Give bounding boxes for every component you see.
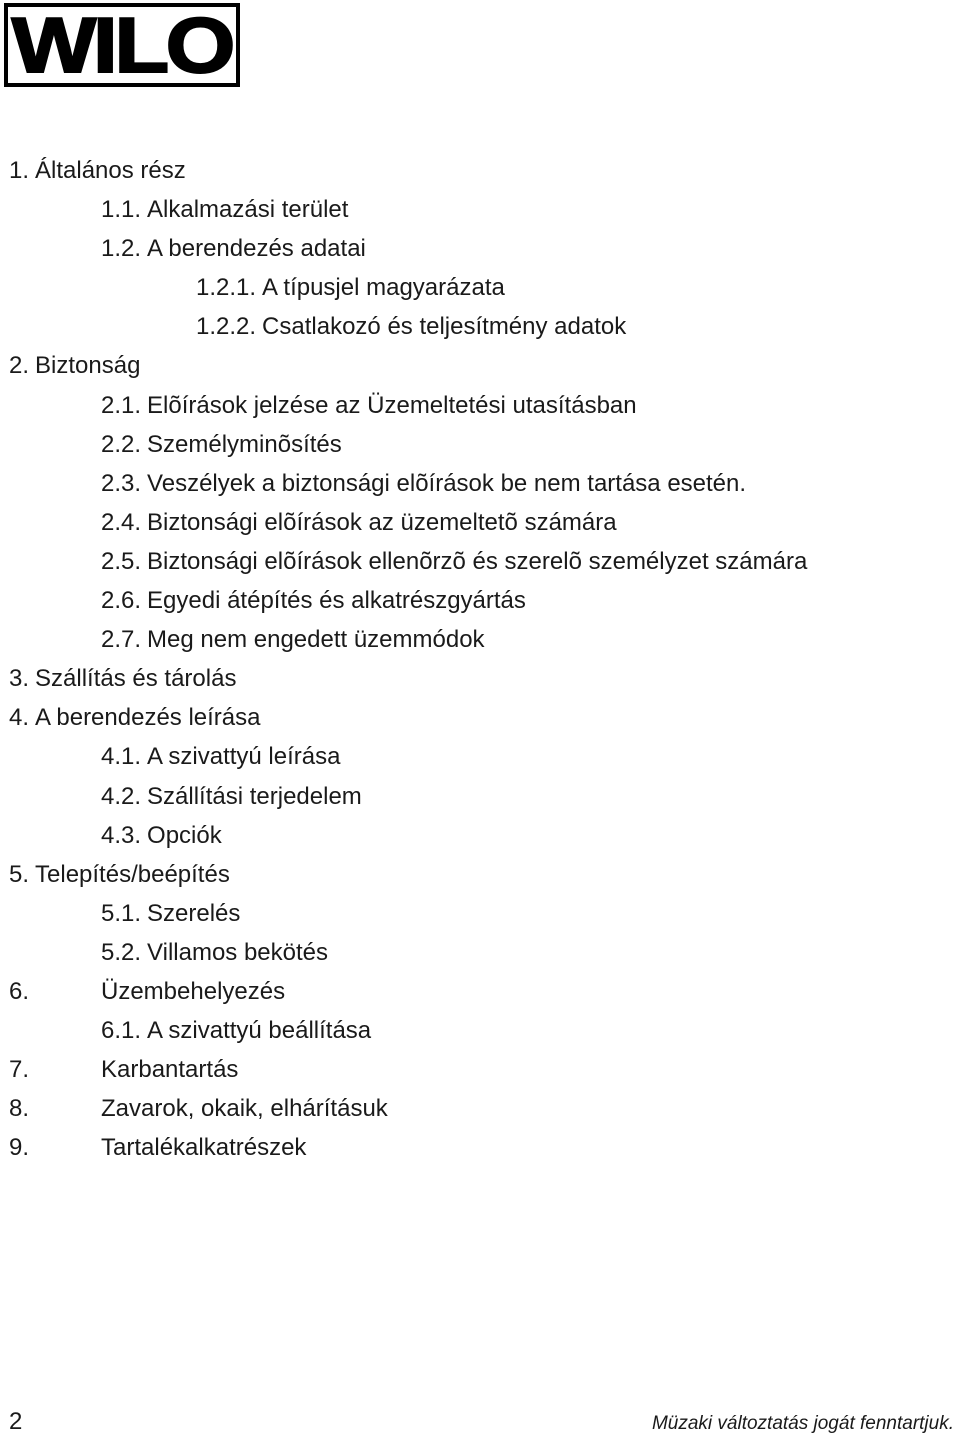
- table-of-contents: [0, 151, 960, 1167]
- toc-entry-number: 2.7.: [101, 626, 142, 654]
- toc-entry-title: Szállítás és tárolás: [35, 665, 237, 693]
- toc-entry-title: Alkalmazási terület: [147, 196, 349, 224]
- toc-entry: [0, 1050, 960, 1089]
- toc-entry-title: Tartalékalkatrészek: [101, 1134, 307, 1162]
- toc-entry: [0, 1128, 960, 1167]
- toc-entry-title: Üzembehelyezés: [101, 977, 286, 1005]
- toc-entry-number: 2.5.: [101, 547, 142, 575]
- toc-entry-number: 1.2.1.: [196, 274, 257, 302]
- toc-entry-number: 1.2.2.: [196, 313, 257, 341]
- toc-entry-number: 9.: [9, 1134, 30, 1162]
- toc-entry: [0, 855, 960, 894]
- toc-entry-number: 4.1.: [101, 743, 142, 771]
- toc-entry: [0, 620, 960, 659]
- toc-entry-number: 4.2.: [101, 782, 142, 810]
- toc-entry-title: Szállítási terjedelem: [147, 782, 362, 810]
- toc-entry-title: Karbantartás: [101, 1056, 239, 1084]
- toc-entry-number: 2.3.: [101, 469, 142, 497]
- toc-entry-title: A berendezés leírása: [35, 704, 261, 732]
- toc-entry-title: Telepítés/beépítés: [35, 860, 230, 888]
- toc-entry-title: Veszélyek a biztonsági elõírások be nem tartása esetén.: [147, 469, 747, 497]
- toc-entry-number: 2.4.: [101, 508, 142, 536]
- wilo-logo: [4, 3, 240, 87]
- toc-entry-number: 1.1.: [101, 196, 142, 224]
- toc-entry: [0, 1011, 960, 1050]
- toc-entry-number: 6.1.: [101, 1017, 142, 1045]
- toc-entry-title: A szivattyú beállítása: [147, 1017, 372, 1045]
- toc-entry-number: 4.3.: [101, 821, 142, 849]
- toc-entry-title: Egyedi átépítés és alkatrészgyártás: [147, 587, 526, 615]
- toc-entry-number: 5.1.: [101, 899, 142, 927]
- toc-entry-title: Elõírások jelzése az Üzemeltetési utasításban: [147, 391, 637, 419]
- toc-entry-title: Biztonsági elõírások az üzemeltetõ számára: [147, 508, 617, 536]
- toc-entry-number: 3.: [9, 665, 30, 693]
- toc-entry-title: Személyminõsítés: [147, 430, 342, 458]
- toc-entry-number: 7.: [9, 1056, 30, 1084]
- toc-entry-title: A berendezés adatai: [147, 235, 366, 263]
- toc-entry: [0, 581, 960, 620]
- toc-entry-number: 2.6.: [101, 587, 142, 615]
- toc-entry: [0, 933, 960, 972]
- toc-entry: [0, 425, 960, 464]
- toc-entry: [0, 777, 960, 816]
- toc-entry: [0, 737, 960, 776]
- toc-entry-number: 8.: [9, 1095, 30, 1123]
- toc-entry-title: Opciók: [147, 821, 222, 849]
- toc-entry-number: 2.1.: [101, 391, 142, 419]
- toc-entry-title: Csatlakozó és teljesítmény adatok: [262, 313, 627, 341]
- toc-entry: [0, 698, 960, 737]
- page-number: 2: [9, 1408, 23, 1435]
- toc-entry-title: Zavarok, okaik, elhárításuk: [101, 1095, 388, 1123]
- toc-entry-title: Biztonsági elõírások ellenõrzõ és szerelõ személyzet számára: [147, 547, 808, 575]
- toc-entry: [0, 190, 960, 229]
- toc-entry: [0, 386, 960, 425]
- toc-entry-number: 2.: [9, 352, 30, 380]
- toc-entry: [0, 229, 960, 268]
- footer-note: Müzaki változtatás jogát fenntartjuk.: [651, 1413, 954, 1434]
- toc-entry-title: Általános rész: [35, 157, 186, 184]
- toc-entry-number: 6.: [9, 977, 30, 1005]
- toc-entry-number: 1.2.: [101, 235, 142, 263]
- toc-entry-number: 1.: [9, 157, 30, 184]
- toc-entry: [0, 151, 960, 190]
- toc-entry: [0, 1089, 960, 1128]
- toc-entry-number: 5.2.: [101, 938, 142, 966]
- toc-entry-number: 5.: [9, 860, 30, 888]
- toc-entry: [0, 346, 960, 385]
- toc-entry: [0, 659, 960, 698]
- toc-entry-number: 2.2.: [101, 430, 142, 458]
- toc-entry: [0, 268, 960, 307]
- toc-entry-title: A típusjel magyarázata: [262, 274, 505, 302]
- toc-entry-number: 4.: [9, 704, 30, 732]
- toc-entry: [0, 894, 960, 933]
- toc-entry-title: Szerelés: [147, 899, 241, 927]
- toc-entry-title: Meg nem engedett üzemmódok: [147, 626, 485, 654]
- toc-entry: [0, 542, 960, 581]
- toc-entry-title: A szivattyú leírása: [147, 743, 341, 771]
- toc-entry: [0, 307, 960, 346]
- toc-entry: [0, 816, 960, 855]
- toc-entry: [0, 503, 960, 542]
- toc-entry-title: Biztonság: [35, 352, 141, 380]
- toc-entry: [0, 972, 960, 1011]
- toc-entry-title: Villamos bekötés: [147, 938, 329, 966]
- logo-text: WILO: [11, 1, 233, 89]
- toc-entry: [0, 464, 960, 503]
